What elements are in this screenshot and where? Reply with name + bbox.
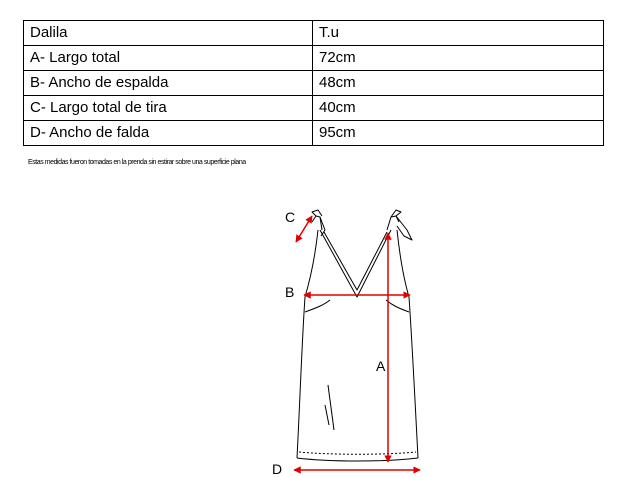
measure-value: 72cm [313, 46, 604, 71]
bodice-right [397, 230, 409, 297]
skirt-left [297, 297, 305, 458]
fold-line [325, 405, 329, 425]
measure-label: D- Ancho de falda [24, 121, 313, 146]
dress-outline [297, 210, 418, 461]
measurement-note: Estas medidas fueron tomadas en la prenda sin estirar sobre una superficie plana [28, 159, 246, 166]
measure-lines [294, 216, 420, 470]
skirt-right [409, 297, 418, 458]
measure-value: 95cm [313, 121, 604, 146]
label-d: D [272, 461, 283, 477]
left-bow [312, 210, 325, 236]
v-neckline-inner [324, 232, 387, 290]
bodice-left [305, 230, 318, 297]
header-size: T.u [313, 21, 604, 46]
right-bow [391, 210, 412, 240]
left-armhole [305, 300, 330, 312]
measure-value: 48cm [313, 71, 604, 96]
hem-stitch [299, 452, 416, 454]
label-a: A [376, 358, 386, 374]
measure-value: 40cm [313, 96, 604, 121]
label-c: C [285, 209, 296, 225]
hem [297, 458, 418, 461]
measure-line-c [296, 216, 312, 242]
measure-label: C- Largo total de tira [24, 96, 313, 121]
right-armhole [386, 300, 409, 312]
measure-label: B- Ancho de espalda [24, 71, 313, 96]
measure-label: A- Largo total [24, 46, 313, 71]
label-b: B [285, 284, 295, 300]
header-product-name: Dalila [24, 21, 313, 46]
